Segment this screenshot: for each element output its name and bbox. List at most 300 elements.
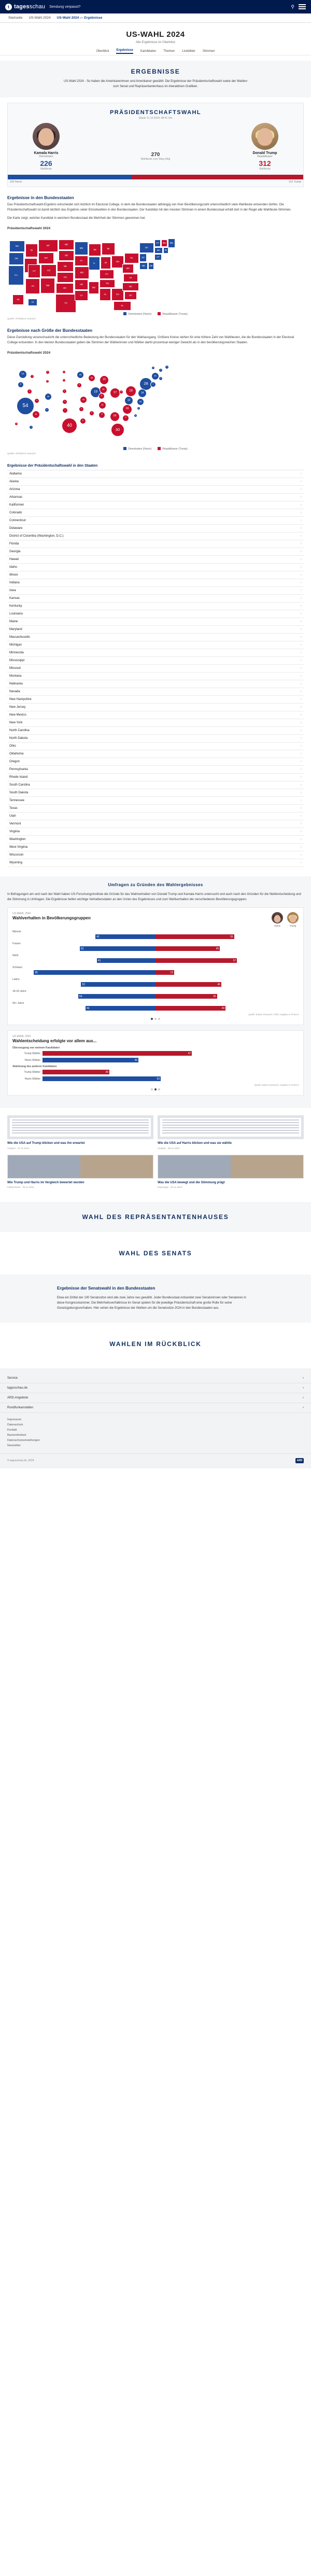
map-state-mn[interactable]: MN [75, 242, 88, 255]
logo[interactable] [5, 4, 45, 10]
carousel-dot[interactable] [151, 1018, 153, 1020]
state-accordion-row[interactable] [7, 486, 304, 494]
map-state-nc[interactable]: NC [122, 283, 139, 291]
map-state-ks[interactable]: KS [57, 272, 74, 283]
cartogram-state-pa[interactable]: 19 [125, 386, 136, 397]
chevron-right-icon: › [301, 666, 302, 670]
state-accordion-row[interactable] [7, 494, 304, 501]
chart-candidate-name: Trump [289, 925, 296, 928]
map-state-mt[interactable]: MT [38, 240, 58, 252]
breadcrumb-item-0[interactable]: Startseite [8, 16, 23, 20]
state-accordion-row[interactable] [7, 548, 304, 556]
chevron-right-icon: › [301, 736, 302, 740]
state-name: Arizona [9, 487, 20, 491]
chart-bar-value: 67 [188, 1052, 191, 1055]
cartogram-state-co[interactable]: 10 [45, 393, 52, 400]
carousel-dot[interactable] [154, 1018, 157, 1020]
teaser-card[interactable] [158, 1115, 304, 1149]
section-tabs [0, 47, 311, 55]
state-accordion-row[interactable] [7, 836, 304, 844]
missed-broadcast-link[interactable]: Sendung verpasst? [49, 5, 81, 9]
teaser-row-1 [0, 1108, 311, 1151]
cartogram-state-sd[interactable]: 3 [62, 379, 66, 382]
state-name: Utah [9, 814, 16, 818]
candidate-party: Demokraten [39, 155, 53, 159]
cartogram-state-nv[interactable]: 6 [27, 389, 32, 394]
candidate-name: Kamala Harris [34, 151, 59, 156]
chart-kicker: US-WAHL 2024 [12, 1035, 31, 1039]
chevron-right-icon: › [301, 845, 302, 849]
electors-bar-dem [8, 175, 132, 179]
map-state-nd[interactable]: ND [59, 240, 74, 250]
cartogram-state-ma[interactable]: 11 [151, 372, 159, 380]
cartogram-state-wv[interactable]: 4 [119, 390, 123, 394]
cartogram-state-nj[interactable]: 14 [138, 389, 147, 398]
cartogram-state-fl[interactable]: 30 [111, 423, 124, 437]
state-accordion-row[interactable] [7, 564, 304, 571]
footer-accordion-row[interactable] [0, 1403, 311, 1413]
cartogram-state-me[interactable]: 4 [165, 365, 169, 369]
chevron-right-icon: › [301, 526, 302, 530]
results-intro-band [0, 61, 311, 97]
state-accordion-row[interactable] [7, 844, 304, 851]
chart-bar-label: Harris Wähler [24, 1077, 40, 1081]
cartogram-state-in[interactable]: 11 [100, 386, 107, 394]
cartogram-state-il[interactable]: 19 [90, 387, 101, 398]
state-accordion-row[interactable] [7, 657, 304, 665]
tab--berblick[interactable]: Überblick [96, 49, 109, 53]
cartogram-state-ct[interactable]: 7 [150, 382, 156, 387]
carousel-dots[interactable] [12, 1088, 299, 1090]
state-accordion-row[interactable] [7, 618, 304, 626]
cartogram-state-ne[interactable]: 5 [62, 389, 67, 394]
chart-group [12, 930, 299, 939]
teaser-document-thumb [7, 1115, 153, 1139]
state-accordion-row[interactable] [7, 649, 304, 657]
chevron-right-icon: › [301, 495, 302, 499]
cartogram-state-mi[interactable]: 15 [100, 375, 109, 385]
avatar-harris-small [272, 912, 283, 923]
bar-harris [95, 934, 156, 939]
cartogram-state-ms[interactable]: 6 [89, 411, 94, 416]
state-accordion-row[interactable] [7, 571, 304, 579]
cartogram-state-va[interactable]: 13 [124, 396, 133, 405]
state-accordion-row[interactable] [7, 789, 304, 797]
map-state-fl[interactable]: FL [114, 301, 131, 311]
chart-bar-label: Trump Wähler [24, 1052, 40, 1055]
map-state-az[interactable]: AZ [25, 278, 40, 294]
cartogram-state-nm[interactable]: 5 [45, 408, 49, 412]
cartogram-state-nh[interactable]: 4 [159, 368, 163, 372]
state-name: Florida [9, 542, 19, 545]
ard-logo[interactable] [295, 1458, 304, 1463]
chevron-right-icon: › [301, 791, 302, 794]
cartogram-state-az[interactable]: 11 [32, 411, 40, 418]
map-state-nm[interactable]: NM [40, 278, 55, 293]
cartogram-state-ok[interactable]: 7 [62, 408, 68, 413]
cartogram-text: Diese Darstellung veranschaulicht die unterschiedliche Bedeutung der Bundesstaaten für den Wahlausgang. Größere Kreise stehen für eine höhere Zahl von Wahlleuten, die die Bundesstaaten in der Electoral College entsenden. In den kleinen Bundesstaaten geben die Stimmen der Wählerinnen und Wähler damit prozentual weniger Gewicht als in den bevölkerungsreichen Staaten. [7, 335, 294, 344]
state-accordion-row[interactable] [7, 813, 304, 820]
map-state-sd[interactable]: SD [59, 250, 74, 261]
tab-kandidaten[interactable]: Kandidaten [140, 49, 157, 53]
page-subtitle: Alle Ergebnisse im Überblick [135, 41, 176, 44]
senate-result-heading: Ergebnisse der Senatswahl in den Bundesstaaten [57, 1286, 156, 1291]
state-accordion-row[interactable] [7, 556, 304, 564]
cartogram-state-ia[interactable]: 6 [77, 383, 82, 388]
state-accordion-heading: Ergebnisse der Präsidentschaftswahl in den Staaten [7, 464, 98, 468]
state-accordion-row[interactable] [7, 805, 304, 813]
teaser-card[interactable] [7, 1115, 153, 1149]
state-accordion-row[interactable] [7, 533, 304, 540]
map-state-tx[interactable]: TX [55, 294, 76, 313]
chevron-right-icon: › [301, 806, 302, 810]
cartogram-state-nd[interactable]: 3 [62, 370, 66, 374]
map-state-nj[interactable]: NJ [139, 254, 147, 262]
map-state-ny[interactable]: NY [139, 243, 154, 253]
map-state-or[interactable]: OR [9, 253, 24, 265]
cartogram-state-la[interactable]: 8 [80, 418, 86, 424]
map-state-al[interactable]: AL [100, 288, 111, 301]
cartogram-state-wi[interactable]: 10 [88, 374, 95, 382]
breadcrumb-item-2: US-Wahl 2024 — Ergebnisse [56, 16, 103, 20]
state-accordion-row[interactable] [7, 641, 304, 649]
state-accordion-row[interactable] [7, 859, 304, 867]
map-state-wy[interactable]: WY [38, 253, 54, 264]
bar-harris [97, 958, 156, 963]
state-name: West Virginia [9, 845, 28, 849]
map-state-hi[interactable]: HI [28, 299, 37, 306]
cartogram-state-tn[interactable]: 11 [98, 401, 106, 409]
state-accordion-row[interactable] [7, 478, 304, 486]
conviction-bars [12, 1051, 299, 1062]
cartogram-state-vt[interactable]: 3 [151, 366, 155, 370]
chevron-right-icon: › [301, 635, 302, 639]
chart-card-population-groups [7, 907, 304, 1025]
cartogram-state-wa[interactable]: 12 [19, 370, 27, 379]
state-name: Montana [9, 674, 22, 678]
teaser-card[interactable] [158, 1155, 304, 1188]
presidential-result-card [7, 103, 304, 187]
state-accordion-row[interactable] [7, 828, 304, 836]
cartogram-state-oh[interactable]: 17 [110, 388, 120, 398]
state-name: New York [9, 721, 23, 724]
chevron-right-icon: › [301, 620, 302, 623]
state-accordion-row[interactable] [7, 704, 304, 711]
state-name: Colorado [9, 511, 22, 514]
cartogram-state-ga[interactable]: 16 [110, 412, 120, 422]
legend-rep: Republikaner (Trump) [162, 312, 188, 316]
footer-link-datenschutzeinstellungen[interactable]: Datenschutzeinstellungen [7, 1438, 40, 1442]
chevron-right-icon: › [301, 612, 302, 615]
cartogram-state-ky[interactable]: 8 [98, 393, 105, 399]
cartogram-heading: Ergebnisse nach Größe der Bundesstaaten [7, 328, 93, 333]
bar-value: 41 [97, 959, 101, 962]
cartogram-state-dc[interactable]: 3 [134, 414, 137, 417]
teaser-title: Wie die USA auf Trump blicken und was ihn erwartet [7, 1142, 85, 1145]
chart-bar-row [12, 1076, 299, 1081]
cartogram-state-mn[interactable]: 10 [77, 371, 84, 379]
chart-bar-row [12, 1058, 299, 1062]
carousel-dots[interactable] [12, 1018, 299, 1020]
electors-bar-rep [132, 175, 303, 179]
state-accordion-row[interactable] [7, 688, 304, 696]
footer-accordion-row[interactable] [0, 1374, 311, 1383]
state-name: Nevada [9, 690, 20, 693]
state-accordion-row[interactable] [7, 579, 304, 587]
state-accordion-row[interactable] [7, 680, 304, 688]
state-accordion-row[interactable] [7, 509, 304, 517]
bar-value: 49 [86, 1006, 90, 1010]
map-state-ca[interactable]: CA [8, 265, 24, 285]
cartogram-state-de[interactable]: 3 [137, 407, 140, 410]
state-accordion-row[interactable] [7, 525, 304, 533]
map-state-mo[interactable]: MO [75, 267, 89, 279]
map-state-ct[interactable]: CT [154, 254, 162, 260]
map-state-mi[interactable]: MI [102, 243, 115, 255]
cartogram-state-tx[interactable]: 40 [62, 418, 77, 433]
state-accordion-row[interactable] [7, 719, 304, 727]
state-accordion-row[interactable] [7, 587, 304, 595]
map-state-il[interactable]: IL [89, 257, 100, 270]
map-state-sc[interactable]: SC [124, 291, 137, 300]
chevron-right-icon: › [301, 573, 302, 577]
teaser-row-2 [0, 1152, 311, 1196]
footer-link-barrierefreiheit[interactable]: Barrierefreiheit [7, 1433, 26, 1437]
state-name: Iowa [9, 589, 16, 592]
cartogram-state-wy[interactable]: 3 [46, 380, 49, 383]
presidential-title: PRÄSIDENTSCHAFTSWAHL [110, 109, 201, 116]
chevron-right-icon: › [301, 783, 302, 787]
map-state-ky[interactable]: KY [100, 270, 114, 279]
chevron-right-icon: › [301, 752, 302, 755]
top-bar [0, 0, 311, 13]
chart-group [12, 1002, 299, 1011]
state-accordion-row[interactable] [7, 766, 304, 774]
bar-value: 42 [96, 935, 100, 939]
bar-harris [80, 946, 156, 951]
map-state-ia[interactable]: IA [75, 256, 88, 266]
tab-livebilder[interactable]: Livebilder [182, 49, 195, 53]
chevron-right-icon: › [301, 822, 302, 825]
map-state-va[interactable]: VA [123, 274, 138, 282]
state-name: New Hampshire [9, 697, 32, 701]
cartogram-state-ar[interactable]: 6 [79, 407, 84, 412]
state-accordion-row[interactable] [7, 727, 304, 735]
map-state-co[interactable]: CO [41, 264, 56, 277]
state-name: Massachusetts [9, 635, 31, 639]
state-accordion-row[interactable] [7, 634, 304, 641]
teaser-meta: Analyse · 07.11.2024 [7, 1146, 30, 1150]
map-state-oh[interactable]: OH [111, 256, 124, 268]
state-accordion-row[interactable] [7, 470, 304, 478]
state-name: Missouri [9, 666, 21, 670]
state-name: New Mexico [9, 713, 26, 717]
bar-trump [156, 1006, 225, 1011]
state-accordion-row[interactable] [7, 501, 304, 509]
state-name: Wisconsin [9, 853, 24, 857]
cartogram-state-ak[interactable]: 3 [15, 422, 18, 426]
brand-light: schau [29, 4, 46, 10]
breadcrumb-item-1[interactable]: US-Wahl 2024 [29, 16, 51, 20]
cartogram-state-md[interactable]: 10 [137, 398, 144, 405]
senate-band [0, 1238, 311, 1268]
map-state-ga[interactable]: GA [111, 288, 124, 301]
state-accordion-row[interactable] [7, 673, 304, 680]
house-band [0, 1202, 311, 1232]
footer-accordion-label: Service [7, 1376, 18, 1380]
state-name: District of Columbia (Washington, D.C.) [9, 534, 64, 538]
bar-value: 57 [233, 959, 236, 962]
chart-candidate-trump [287, 912, 299, 927]
survey-intro: In Befragungen am und nach der Wahl haben US-Forschungsinstitute die Gründe für das Wahlverhalten von Donald Trump und Kamala Harris untersucht und auch nach den Gründen für die Wahlentscheidung und die Stimmung in Umfragen. Die Ergebnisse helfen wichtige Verhaltensdaten an den Urnen des Ergebnisses und zum Wahlverhalten der verschiedenen Bevölkerungsgruppen. [7, 892, 301, 901]
chevron-right-icon: › [301, 480, 302, 483]
chevron-right-icon: › [301, 472, 302, 475]
carousel-dot[interactable] [158, 1088, 160, 1090]
cartogram-legend [7, 447, 304, 451]
chevron-right-icon: › [301, 853, 302, 857]
chevron-right-icon: › [301, 627, 302, 631]
state-accordion-row[interactable] [7, 774, 304, 781]
state-accordion-row[interactable] [7, 743, 304, 750]
avatar-trump-small [287, 912, 299, 923]
map-state-ne[interactable]: NE [57, 261, 74, 272]
cartogram-state-mt[interactable]: 4 [46, 370, 50, 374]
menu-icon[interactable] [299, 4, 306, 9]
cartogram-state-mo[interactable]: 10 [80, 396, 87, 403]
state-accordion [7, 470, 304, 867]
cartogram-state-sc[interactable]: 9 [122, 415, 129, 422]
tab-themen[interactable]: Themen [163, 49, 175, 53]
state-accordion-row[interactable] [7, 626, 304, 634]
map-state-la[interactable]: LA [75, 290, 88, 301]
presidential-timestamp: Stand: 11.12.2024, 08:41 Uhr [138, 117, 173, 120]
state-accordion-row[interactable] [7, 797, 304, 805]
map-state-ar[interactable]: AR [75, 279, 88, 290]
state-name: Georgia [9, 550, 21, 553]
chart-group-label: Latino [12, 978, 20, 982]
map-state-pa[interactable]: PA [124, 253, 139, 263]
map-state-id[interactable]: ID [25, 244, 38, 257]
footer-accordion-row[interactable] [0, 1393, 311, 1403]
chart-bar [43, 1051, 192, 1056]
footer-link-newsletter[interactable]: Newsletter [7, 1444, 21, 1447]
state-name: Louisiana [9, 612, 23, 615]
cartogram-state-or[interactable]: 8 [18, 382, 24, 388]
cartogram-state-ri[interactable]: 4 [159, 376, 163, 381]
chevron-right-icon: › [301, 837, 302, 841]
map-state-nh[interactable]: NH [161, 240, 167, 247]
chart-group-label: Weiß [12, 954, 19, 958]
map-state-vt[interactable]: VT [154, 240, 161, 247]
map-state-ma[interactable]: MA [154, 247, 163, 254]
chart-bar [43, 1058, 138, 1062]
electors-needed [132, 152, 179, 171]
map-state-me[interactable]: ME [168, 239, 175, 248]
chevron-right-icon: › [301, 799, 302, 802]
tab-ergebnisse[interactable]: Ergebnisse [116, 49, 133, 54]
footer-link-datenschutz[interactable]: Datenschutz [7, 1423, 23, 1426]
cartogram-state-ny[interactable]: 28 [139, 377, 152, 390]
cartogram-state-ks[interactable]: 6 [62, 399, 67, 404]
state-accordion-row[interactable] [7, 696, 304, 704]
chart-group [12, 954, 299, 963]
map-state-de[interactable]: DE [148, 262, 154, 270]
state-accordion-row[interactable] [7, 603, 304, 610]
map-state-wa[interactable]: WA [9, 241, 25, 252]
senate-heading: WAHL DES SENATS [119, 1250, 192, 1257]
cartogram-state-hi[interactable]: 4 [29, 425, 33, 429]
map-state-in[interactable]: IN [101, 257, 111, 269]
cartogram-state-ut[interactable]: 6 [34, 398, 39, 403]
map-state-ms[interactable]: MS [89, 282, 99, 294]
chevron-right-icon: › [301, 581, 302, 584]
map-state-ak[interactable]: AK [12, 295, 24, 305]
state-name: Oklahoma [9, 752, 24, 755]
chart-group-label: 65+ Jahre [12, 1002, 24, 1005]
teaser-card[interactable] [7, 1155, 153, 1188]
bar-value: 53 [80, 947, 84, 950]
chart-group [12, 978, 299, 987]
carousel-dot[interactable] [158, 1018, 160, 1020]
state-accordion-row[interactable] [7, 735, 304, 743]
state-accordion-row[interactable] [7, 595, 304, 603]
state-accordion-row[interactable] [7, 517, 304, 525]
bar-trump [156, 994, 217, 999]
state-name: Kentucky [9, 604, 22, 608]
state-name: Illinois [9, 573, 18, 577]
state-accordion-row[interactable] [7, 610, 304, 618]
search-icon[interactable]: ⚲ [291, 4, 294, 9]
cartogram-state-nc[interactable]: 16 [122, 404, 132, 414]
state-accordion-row[interactable] [7, 750, 304, 758]
footer-accordion-row[interactable] [0, 1383, 311, 1393]
state-accordion-row[interactable] [7, 665, 304, 673]
state-accordion-row[interactable] [7, 540, 304, 548]
map-state-ok[interactable]: OK [56, 283, 74, 293]
chart-title: Wahlentscheidung erfolgte vor allem aus... [12, 1039, 97, 1044]
state-accordion-row[interactable] [7, 851, 304, 859]
tab-stimmen[interactable]: Stimmen [202, 49, 215, 53]
state-accordion-row[interactable] [7, 711, 304, 719]
cartogram-state-al[interactable]: 9 [98, 412, 105, 418]
us-cartogram-map[interactable] [7, 357, 304, 445]
us-choropleth-map[interactable] [7, 232, 304, 310]
retrospective-band [0, 1329, 311, 1359]
chart-group [12, 942, 299, 951]
map-state-md[interactable]: MD [139, 262, 148, 270]
map-state-tn[interactable]: TN [100, 279, 115, 288]
rejection-bars [12, 1070, 299, 1081]
footer-link-impressum[interactable]: Impressum [7, 1418, 22, 1421]
map-state-wv[interactable]: WV [122, 264, 134, 273]
cartogram-state-ca[interactable]: 54 [17, 397, 34, 415]
state-name: Indiana [9, 581, 20, 584]
carousel-dot[interactable] [154, 1088, 157, 1090]
chart-bar-label: Trump Wähler [24, 1070, 40, 1074]
state-results-heading: Ergebnisse in den Bundesstaaten [7, 195, 74, 201]
state-accordion-row[interactable] [7, 820, 304, 828]
cartogram-state-id[interactable]: 4 [30, 374, 34, 379]
state-accordion-row[interactable] [7, 758, 304, 766]
map-state-ri[interactable]: RI [163, 247, 168, 254]
chart-card-decision-reason [7, 1030, 304, 1096]
state-name: North Dakota [9, 736, 28, 740]
map-state-wi[interactable]: WI [89, 244, 101, 256]
state-accordion-row[interactable] [7, 781, 304, 789]
carousel-dot[interactable] [151, 1088, 153, 1090]
footer-link-kontakt[interactable]: Kontakt [7, 1428, 17, 1432]
map-state-ut[interactable]: UT [28, 264, 40, 278]
